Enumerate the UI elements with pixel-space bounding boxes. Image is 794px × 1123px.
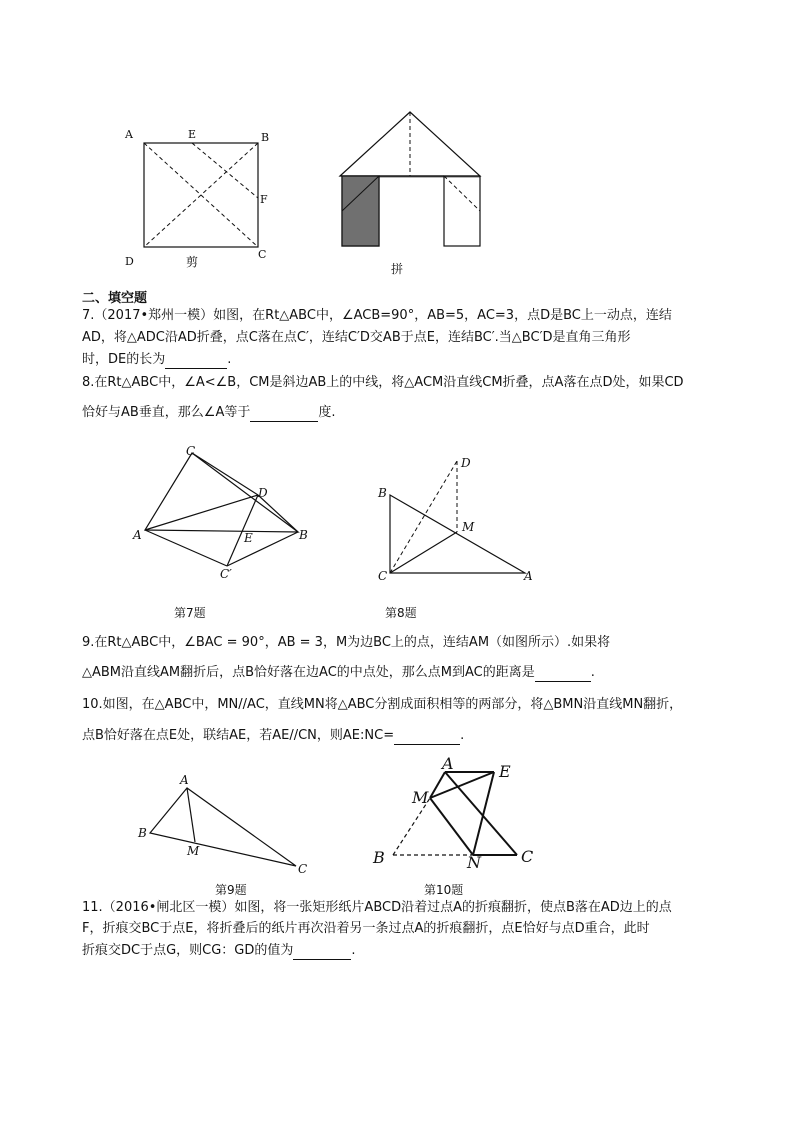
q11-line2: F，折痕交BC于点E，将折叠后的纸片再次沿着另一条过点A的折痕翻折，点E恰好与点D重合，此时: [82, 921, 650, 936]
q10-answer-blank[interactable]: [394, 731, 460, 745]
label-e: E: [188, 128, 197, 141]
q7-line1: 7.（2017•郑州一模）如图，在Rt△ABC中，∠ACB=90°，AB=5，AC=3，点D是BC上一动点，连结: [82, 308, 672, 323]
fig10-label-e: E: [499, 762, 511, 781]
q9-line2: [82, 664, 595, 682]
q8-line1: 8.在Rt△ABC中，∠A<∠B，CM是斜边AB上的中线，将△ACM沿直线CM折叠，点A落在点D处，如果CD: [82, 375, 684, 390]
label-b: B: [261, 131, 270, 144]
q11-answer-blank[interactable]: [293, 946, 351, 960]
fig7-label-d: D: [258, 486, 268, 500]
fig7-label-cprime: C′: [220, 567, 232, 581]
q11-line3-text: 折痕交DC于点G，则CG：GD的值为: [82, 943, 294, 958]
q7-answer-blank[interactable]: [165, 355, 227, 369]
fig10-caption: 第10题: [424, 883, 464, 897]
q10-line2: [82, 727, 464, 745]
q9-answer-blank[interactable]: [535, 668, 591, 682]
q7-line3-text: 时，DE的长为: [82, 352, 166, 367]
fig10-label-b: B: [373, 848, 385, 867]
label-c: C: [258, 248, 267, 261]
q8-answer-blank[interactable]: [250, 408, 318, 422]
fig7-label-c: C: [186, 444, 196, 458]
fig8-label-m: M: [462, 520, 475, 534]
figure-q9: [140, 780, 310, 875]
figure-assembled-house: [330, 105, 490, 255]
q8-line2-text: 恰好与AB垂直，那么∠A等于: [82, 405, 251, 420]
fig8-label-c: C: [378, 569, 388, 583]
figure-q8: [380, 455, 540, 585]
q8-line2: [82, 404, 336, 422]
fig7-label-e: E: [244, 531, 253, 545]
fig7-label-b: B: [299, 528, 308, 542]
q10-line2-end: .: [460, 728, 465, 743]
caption-cut: 剪: [186, 255, 199, 269]
q7-line3: [82, 351, 231, 369]
figure-q10: [385, 760, 535, 865]
fig10-label-a: A: [442, 754, 454, 773]
q7-line3-end: .: [227, 352, 232, 367]
fig8-label-a: A: [524, 569, 533, 583]
fig9-label-c: C: [298, 862, 308, 876]
q10-line2-text: 点B恰好落在点E处，联结AE，若AE//CN，则AE:NC=: [82, 728, 395, 743]
q9-line2-text: △ABM沿直线AM翻折后，点B恰好落在边AC的中点处，那么点M到AC的距离是: [82, 665, 535, 680]
label-a: A: [125, 128, 133, 141]
fig10-label-m: M: [412, 788, 429, 807]
fig9-label-b: B: [138, 826, 147, 840]
fig8-caption: 第8题: [385, 606, 417, 620]
caption-assemble: 拼: [391, 262, 404, 276]
figure-cut-square: [118, 124, 278, 264]
q11-line3-end: .: [351, 943, 356, 958]
label-f: F: [260, 193, 268, 206]
fig7-caption: 第7题: [174, 606, 206, 620]
section-title: 二、填空题: [82, 291, 148, 306]
q7-line2: AD，将△ADC沿AD折叠，点C落在点C′，连结C′D交AB于点E，连结BC′.当△BC′D是直角三角形: [82, 330, 631, 345]
fig9-label-m: M: [187, 844, 200, 858]
q10-line1: 10.如图，在△ABC中，MN//AC，直线MN将△ABC分割成面积相等的两部分，将△BMN沿直线MN翻折，: [82, 697, 683, 712]
fig10-label-n: N: [467, 853, 481, 872]
fig8-label-d: D: [461, 456, 471, 470]
q8-line2-end: 度.: [318, 405, 336, 420]
fig8-label-b: B: [378, 486, 387, 500]
q9-line2-end: .: [590, 665, 595, 680]
fig9-label-a: A: [180, 773, 189, 787]
fig9-caption: 第9题: [215, 883, 247, 897]
fig10-label-c: C: [521, 847, 534, 866]
q11-line3: [82, 942, 356, 960]
q11-line1: 11.（2016•闸北区一模）如图，将一张矩形纸片ABCD沿着过点A的折痕翻折，使点B落在AD边上的点: [82, 900, 672, 915]
label-d: D: [125, 255, 134, 268]
fig7-label-a: A: [133, 528, 142, 542]
q9-line1: 9.在Rt△ABC中，∠BAC = 90°，AB = 3，M为边BC上的点，连结AM（如图所示）.如果将: [82, 635, 611, 650]
